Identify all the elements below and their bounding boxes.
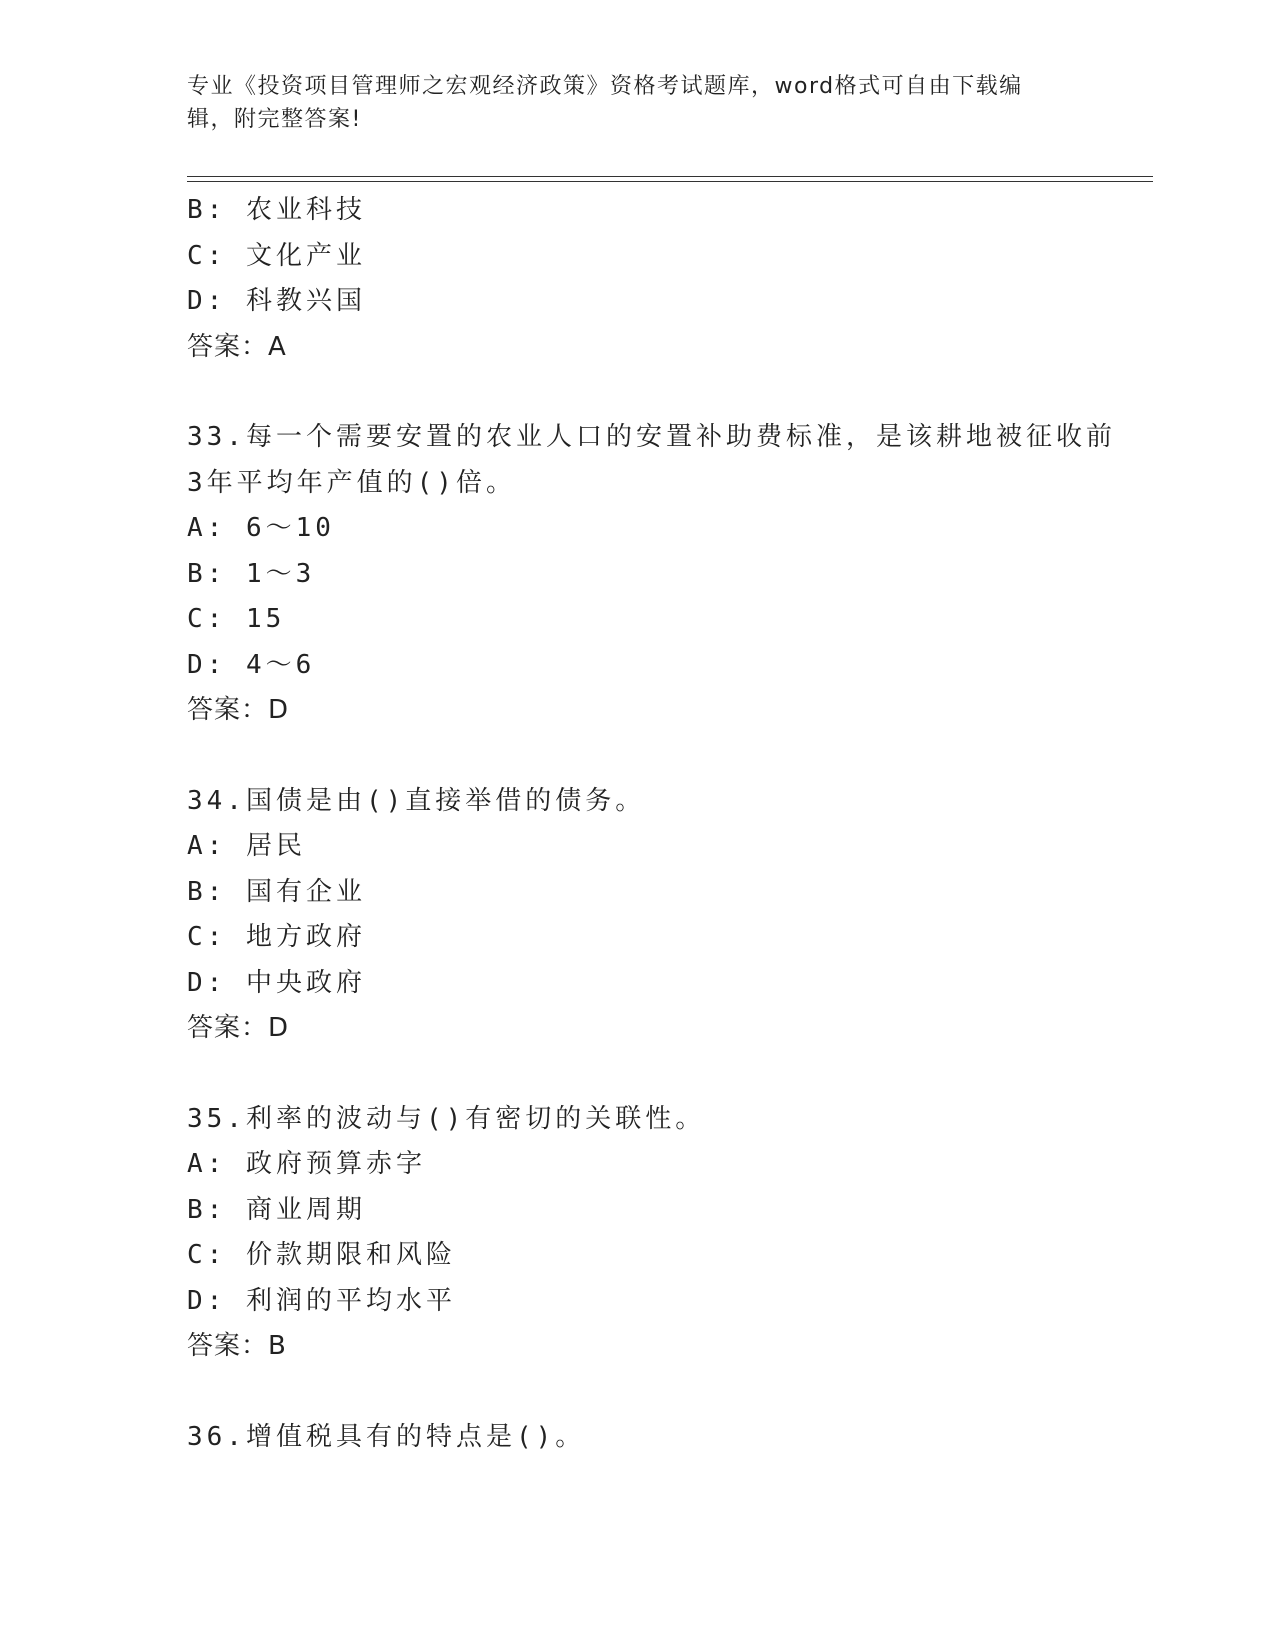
option-c: C: 15: [187, 604, 286, 634]
question-stem-continued: 3年平均年产值的()倍。: [187, 467, 516, 498]
option-b: B: 1～3: [187, 558, 316, 589]
option-a: A: 政府预算赤字: [187, 1149, 426, 1179]
header-line-2: 辑，附完整答案!: [187, 107, 362, 132]
question-35: [187, 1097, 1153, 1370]
option-a: A: 6～10: [187, 513, 335, 543]
header-line-1: 专业《投资项目管理师之宏观经济政策》资格考试题库，word格式可自由下载编: [187, 74, 1023, 99]
option-d: D: 科教兴国: [187, 286, 366, 316]
question-stem: 36.增值税具有的特点是()。: [187, 1421, 586, 1452]
option-d: D: 4～6: [187, 649, 316, 680]
question-32: [187, 188, 1153, 370]
header-rule-top: [187, 176, 1153, 177]
question-36: [187, 1415, 1153, 1461]
option-b: B: 农业科技: [187, 195, 366, 225]
option-a: A: 居民: [187, 831, 306, 861]
answer: 答案：D: [187, 695, 290, 725]
option-c: C: 地方政府: [187, 922, 366, 952]
option-b: B: 国有企业: [187, 876, 366, 907]
option-c: C: 价款期限和风险: [187, 1240, 456, 1270]
answer: 答案：B: [187, 1331, 287, 1361]
question-34: [187, 779, 1153, 1052]
header-rule-bottom: [187, 181, 1153, 182]
question-list: [187, 188, 1153, 1460]
document-header: [187, 70, 1067, 136]
question-stem: 34.国债是由()直接举借的债务。: [187, 785, 646, 816]
option-b: B: 商业周期: [187, 1194, 366, 1225]
answer: 答案：A: [187, 331, 287, 362]
question-stem: 35.利率的波动与()有密切的关联性。: [187, 1103, 706, 1134]
option-c: C: 文化产业: [187, 240, 366, 271]
answer: 答案：D: [187, 1013, 290, 1043]
question-33: [187, 415, 1153, 734]
question-stem: 33.每一个需要安置的农业人口的安置补助费标准，是该耕地被征收前: [187, 422, 1116, 452]
option-d: D: 中央政府: [187, 967, 366, 998]
option-d: D: 利润的平均水平: [187, 1285, 456, 1316]
